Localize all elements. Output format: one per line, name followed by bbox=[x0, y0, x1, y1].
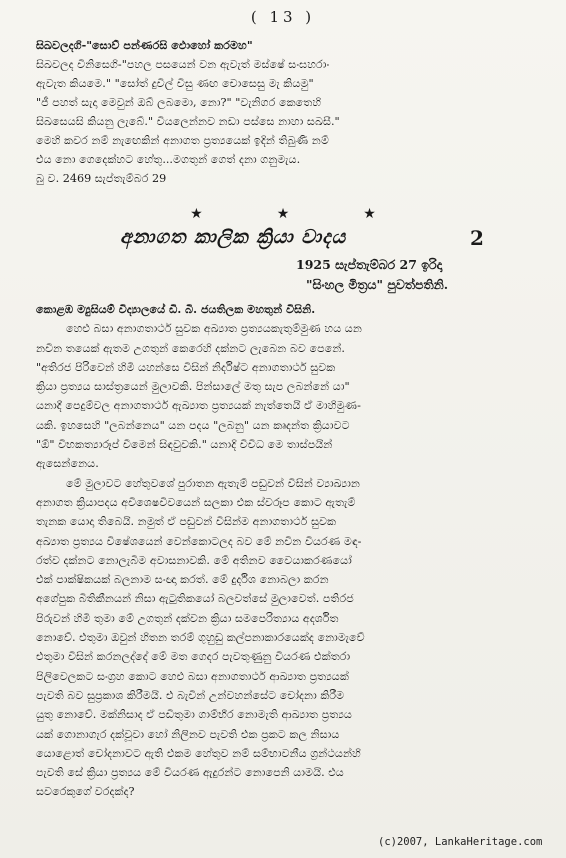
page-number: ( 13 ) bbox=[250, 8, 316, 26]
paragraph-line: යකි. ඉහසෙහි "ලබන්නෙය" යන පදය "ලබනු" යන කෘදන්ත ක්‍රියාවට bbox=[36, 418, 350, 432]
paragraph-line: යනාදී පෙදුම්වල අනාගතාර්ථ ඇඛ්‍යාත ප්‍රත්‍යයක් නැත්තෙයි ඒ මාහිමුණ- bbox=[36, 399, 361, 413]
paragraph-line: අඛ්‍යාත ප්‍රත්‍යය විෂේශයෙන් වෙන්කොටලද බව මේ නවීන වියරණ මඳ- bbox=[36, 534, 362, 548]
paragraph-line: යොළොත් චෝදනාවට ඇති එකම හේතුව නම් සම්භාවනීය ග්‍රන්ථයන්හි bbox=[36, 746, 361, 760]
paragraph-line: නවීන තයෙක් ඇතම උගතුන් කෙරෙහි දක්නට ලැබෙන බව පෙනේ. bbox=[36, 341, 345, 355]
paragraph-line: රත්ව දක්නට නොලැබීම අවාසනාවකි. මේ අතිනව වෛයාකරණයෝ bbox=[36, 553, 352, 567]
paragraph-line: සවරෙකුගේ වරදක්ද? bbox=[36, 785, 135, 799]
text-line: සිඛවලද විනිසෙගි-"පහල පසයෙන් වන ඇවැත් මස්ෂේ සංඝහරාං bbox=[36, 58, 330, 71]
paragraph-line: යක් ගොනාගැර දක්වූවා හෝ නිලිනව පැවති එක ප්‍රකට කල නිසාය bbox=[36, 727, 340, 741]
top-block bbox=[36, 36, 536, 188]
paragraph-line: අනාගත ක්‍රියාපදය අවිශෙෂවිවයෙන් සලකා එක ස්වරූප කොට ඇතැම් bbox=[36, 495, 356, 509]
star-separator bbox=[0, 206, 566, 222]
article-title: අනාගත කාලික ක්‍රියා වාදය bbox=[120, 226, 347, 248]
paragraph-line: පිරුවන් හිමි තුමා මේ උගතුන් දක්වන ක්‍රියා සමපෙරිත්‍යාය අදර්ශිත bbox=[36, 611, 339, 625]
paragraph-line: එක් පාක්ෂිකයක් බලනාම සංඥා කරත්. මේ දුර්දිශ නොබලා කරන bbox=[36, 573, 329, 587]
paragraph-line: එතුමා විසින් කරනලද්දේ මේ මත ගෙදර පැවතුණුනු වියරණ එක්තරා bbox=[36, 650, 351, 664]
paragraph-line: පැවති බව සුප්‍රකාශ කිරීමයි. එ බැවින් උන්වහන්සේට චෝදනා කිරීම bbox=[36, 688, 345, 702]
article-part-number: 2 bbox=[470, 226, 484, 250]
paragraph-line: අගේපුක බිතිකීනයන් නිසා ඇටුතිකයෝ බලවත්සේ මුලාවෙත්. පතිරජ bbox=[36, 592, 354, 606]
paragraph-line: ක්‍රියා ප්‍රත්‍යය සාස්ත්‍රයෙන් මුලාවකි. පින්සාලේ මතු සැප ලබන්නේ යා" bbox=[36, 380, 350, 394]
paragraph-line: කොළඹ ම්‍යුසියම් විද්‍යාලයේ ඩී. බී. ජයතිලක මහතුන් විසිනි. bbox=[36, 302, 316, 316]
paragraph-line: මේ මුලාවට හේතුවශේ පුරාතන ඇතැම් පඩුවන් විසින් ව්‍යාඛ්‍යාන bbox=[66, 476, 360, 490]
paragraph-line: හෙළු බසා අනාගතාර්ථ සුවක අඛ්‍යාත ප්‍රත්‍යයකැතුම්මුණ හය යන bbox=[66, 322, 362, 336]
article-date: 1925 සැප්තැම්බර 27 ඉරිදා bbox=[296, 257, 443, 272]
text-line: සිඛසෙයසි කියනු ලැබේ." වියලෙන්නව නඩා පස්සෙ නාහා සඛසී." bbox=[36, 115, 340, 128]
star-icon: ★ bbox=[276, 206, 290, 222]
paragraph-line: තැනක යොදා තිබෙයි. නමුත් ඒ පඩුවන් විසින්ම අනාගතාර්ථ සුවක bbox=[36, 515, 337, 529]
article-body bbox=[36, 300, 536, 802]
star-icon: ★ bbox=[363, 206, 376, 222]
text-line: ඇවැත කියමෙ." "සෝත් දුවිල් විසු ණඟ චොසෙසු මැ කියමු" bbox=[36, 77, 314, 90]
paragraph-line: පැවති සේ ක්‍රියා ප්‍රත්‍යය මේ වියරණ ඇදුරන්ට නොපෙනි යාමයි. එය bbox=[36, 766, 344, 780]
star-icon: ★ bbox=[190, 206, 203, 222]
paragraph-line: "අතිරජ පිරිවෙන් හිමි යහන්සෙ විසින් නිර්දිෂ්ට අනාගතාර්ථ සුවක bbox=[36, 360, 336, 374]
text-line: මෙහි කවර නම් නැඟෙකින් අනාගත ප්‍රත්‍යයෙක් ඉදින් තිබුණි නම් bbox=[36, 134, 329, 147]
paragraph-line: යුතු නොවේ. මක්නිසාද ඒ පඩිතුමා ගාම්භීර නොමැති ආඛ්‍යාත ප්‍රත්‍යය bbox=[36, 708, 352, 722]
text-line: බු ව. 2469 සැප්තැම්බර 29 bbox=[36, 172, 167, 185]
text-line: "ජී පහත් සැදා මෙවුන් ඔබ් ලබමො, නො?" "වැනිගර කෙතෙහි bbox=[36, 96, 322, 109]
text-line: සිඛවලදගි-"සොව් පන්ණරසි ඵොහෝ කරමහ" bbox=[36, 38, 253, 52]
paragraph-line: ඇසෙන්නෙය. bbox=[36, 457, 99, 471]
text-line: එය නො ගෙදෙක්හට හේතු...මගතුන් ගෙත් දනා ගනුමැය. bbox=[36, 153, 301, 166]
paragraph-line: නොවේ. එතුමා ඔවුන් හිතන තරම් ගුහුඩු කල්පනාකාරයෙක්ද නොමැවේ bbox=[36, 631, 365, 645]
article-source: "සිංහල මිත්‍රය" පුවත්පතිනි. bbox=[306, 277, 449, 292]
paragraph-line: "ඕ" විභකත්‍යාරූප් වීමෙන් සිඳවුවකි." යනාදි විවිධ මෙ තාස්පයින් bbox=[36, 438, 333, 452]
copyright-credit: (c)2007, LankaHeritage.com bbox=[378, 836, 543, 848]
paragraph-line: පිලිවෙලකට සංග්‍රහ කොට හෙළු බසා අනාගතාර්ථ ආඛ්‍යාත ප්‍රත්‍යයක් bbox=[36, 669, 349, 683]
